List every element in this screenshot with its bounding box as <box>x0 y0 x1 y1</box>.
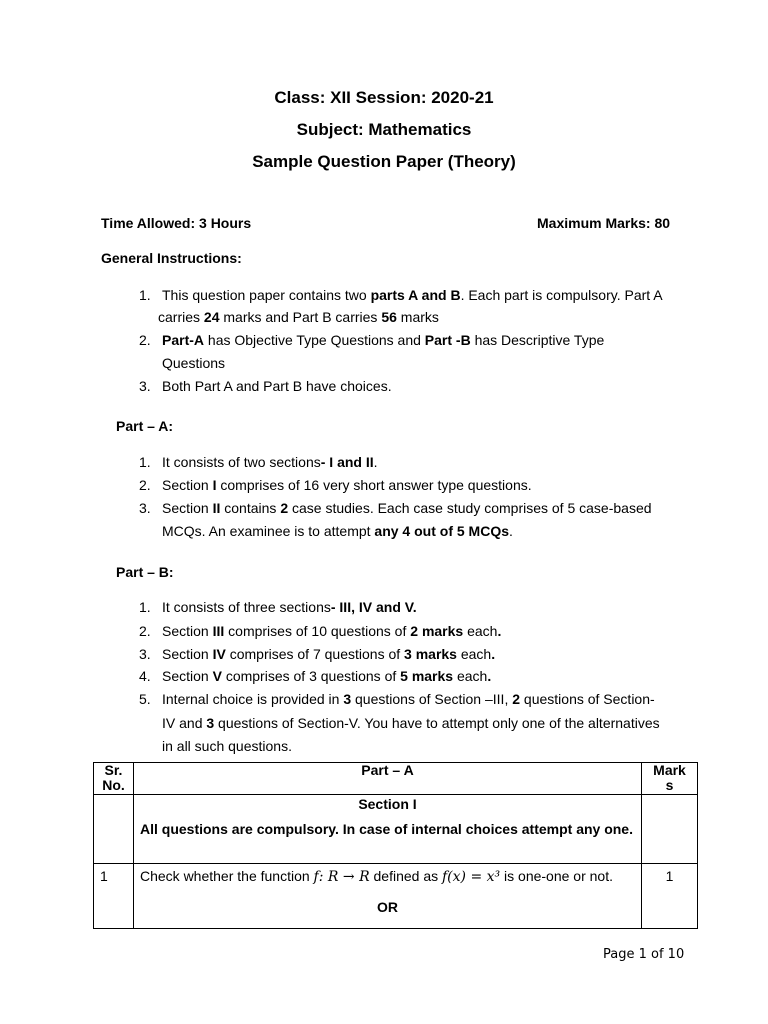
list-item <box>162 477 532 493</box>
text: 3 <box>206 715 215 731</box>
list-number: 3. <box>139 500 151 516</box>
text: 3 <box>343 691 352 707</box>
text: parts A and B <box>370 287 461 303</box>
list-item <box>162 332 604 348</box>
text: each <box>453 668 488 684</box>
text: I <box>212 477 217 493</box>
text: 56 <box>381 309 397 325</box>
list-number: 2. <box>139 332 151 348</box>
list-number: 1. <box>139 287 151 303</box>
list-item-continued <box>162 715 660 731</box>
text: s <box>665 777 674 793</box>
general-instructions-heading: General Instructions: <box>101 250 242 266</box>
text: comprises of 3 questions of <box>221 668 401 684</box>
text: . <box>497 623 502 639</box>
text: comprises of 7 questions of <box>225 646 405 662</box>
list-number: 5. <box>139 691 151 707</box>
list-item-continued: in all such questions. <box>162 738 292 754</box>
part-b-heading: Part – B: <box>116 564 174 580</box>
empty-cell <box>642 795 698 864</box>
text: defined as <box>369 868 442 884</box>
text: has Descriptive Type <box>470 332 605 348</box>
section-note: All questions are compulsory. In case of internal choices attempt any one. <box>140 821 633 837</box>
text: comprises of 10 questions of <box>224 623 411 639</box>
section-row <box>94 795 698 864</box>
text: This question paper contains two <box>162 287 371 303</box>
text: contains <box>220 500 281 516</box>
max-marks: Maximum Marks: 80 <box>537 215 671 231</box>
text: each <box>463 623 498 639</box>
text: is one-one or not. <box>500 868 613 884</box>
text: . <box>491 646 496 662</box>
text: IV <box>212 646 226 662</box>
class-session-title: Class: XII Session: 2020-21 <box>274 88 494 107</box>
text: . Each part is compulsory. Part A <box>460 287 663 303</box>
list-item <box>162 668 491 684</box>
section-title: Section I <box>358 796 417 812</box>
text: MCQs. An examinee is to attempt <box>162 523 375 539</box>
sr-no-header <box>94 763 134 795</box>
list-item-continued <box>162 523 513 539</box>
question-text <box>140 868 635 885</box>
text: case studies. Each case study comprises of 5 case-based <box>288 500 652 516</box>
text: questions of Section –III, <box>351 691 513 707</box>
list-item <box>162 691 655 707</box>
text: 2 <box>512 691 521 707</box>
text: Internal choice is provided in <box>162 691 344 707</box>
text: 2 marks <box>410 623 464 639</box>
text: Sr. <box>104 762 123 778</box>
list-number: 3. <box>139 378 151 394</box>
text: 24 <box>203 309 220 325</box>
list-number: 4. <box>139 668 151 684</box>
list-number: 3. <box>139 646 151 662</box>
text: carries <box>158 309 204 325</box>
math-expression: f: R → R <box>313 869 370 885</box>
text: Section <box>162 668 213 684</box>
list-item <box>162 646 495 662</box>
list-item: Both Part A and Part B have choices. <box>162 378 392 394</box>
question-cell <box>134 864 642 929</box>
text: IV and <box>162 715 207 731</box>
subject-title: Subject: Mathematics <box>296 120 472 139</box>
text: V <box>212 668 222 684</box>
paper-title: Sample Question Paper (Theory) <box>252 152 516 171</box>
list-item <box>162 500 652 516</box>
page-number: Page 1 of 10 <box>603 947 685 962</box>
list-number: 1. <box>139 599 151 615</box>
question-marks: 1 <box>642 864 698 929</box>
list-item <box>162 599 417 615</box>
text: questions of Section- <box>520 691 655 707</box>
text: Section <box>162 623 213 639</box>
text: . <box>373 454 378 470</box>
text: each <box>456 646 492 662</box>
text: marks <box>396 309 439 325</box>
question-number: 1 <box>94 864 134 929</box>
text: . <box>509 523 513 539</box>
list-number: 1. <box>139 454 151 470</box>
text: 2 <box>280 500 289 516</box>
text: has Objective Type Questions and <box>204 332 425 348</box>
part-header: Part – A <box>134 763 642 795</box>
text: Section <box>162 646 213 662</box>
table-header-row <box>94 763 698 795</box>
empty-cell <box>94 795 134 864</box>
list-item-continued: Questions <box>162 355 226 371</box>
text: II <box>212 500 221 516</box>
text: No. <box>102 777 125 793</box>
text: III <box>212 623 225 639</box>
part-a-heading: Part – A: <box>116 418 174 434</box>
text: marks and Part B carries <box>219 309 382 325</box>
list-number: 2. <box>139 477 151 493</box>
list-item <box>162 287 663 303</box>
list-item-continued <box>158 309 439 325</box>
text: Check whether the function <box>140 868 314 884</box>
text: Mark <box>653 762 686 778</box>
marks-header <box>642 763 698 795</box>
table-row <box>94 864 698 929</box>
text: questions of Section-V. You have to attempt only one of the alternatives <box>214 715 660 731</box>
math-expression: f(x) = x³ <box>442 869 501 885</box>
text: Section <box>162 500 213 516</box>
text: Part-A <box>162 332 205 348</box>
text: Part -B <box>424 332 471 348</box>
list-item <box>162 623 501 639</box>
text: . <box>487 668 492 684</box>
text: 5 marks <box>400 668 454 684</box>
text: It consists of three sections <box>162 599 331 615</box>
text: It consists of two sections <box>162 454 321 470</box>
text: 3 marks <box>404 646 457 662</box>
text: Section <box>162 477 213 493</box>
section-cell <box>134 795 642 864</box>
list-item <box>162 454 378 470</box>
time-allowed: Time Allowed: 3 Hours <box>101 215 252 231</box>
text: - III, IV and V. <box>330 599 417 615</box>
or-label: OR <box>377 899 398 915</box>
text: any 4 out of 5 MCQs <box>374 523 509 539</box>
text: comprises of 16 very short answer type questions. <box>216 477 532 493</box>
questions-table <box>93 762 698 929</box>
list-number: 2. <box>139 623 151 639</box>
text: - I and II <box>320 454 374 470</box>
